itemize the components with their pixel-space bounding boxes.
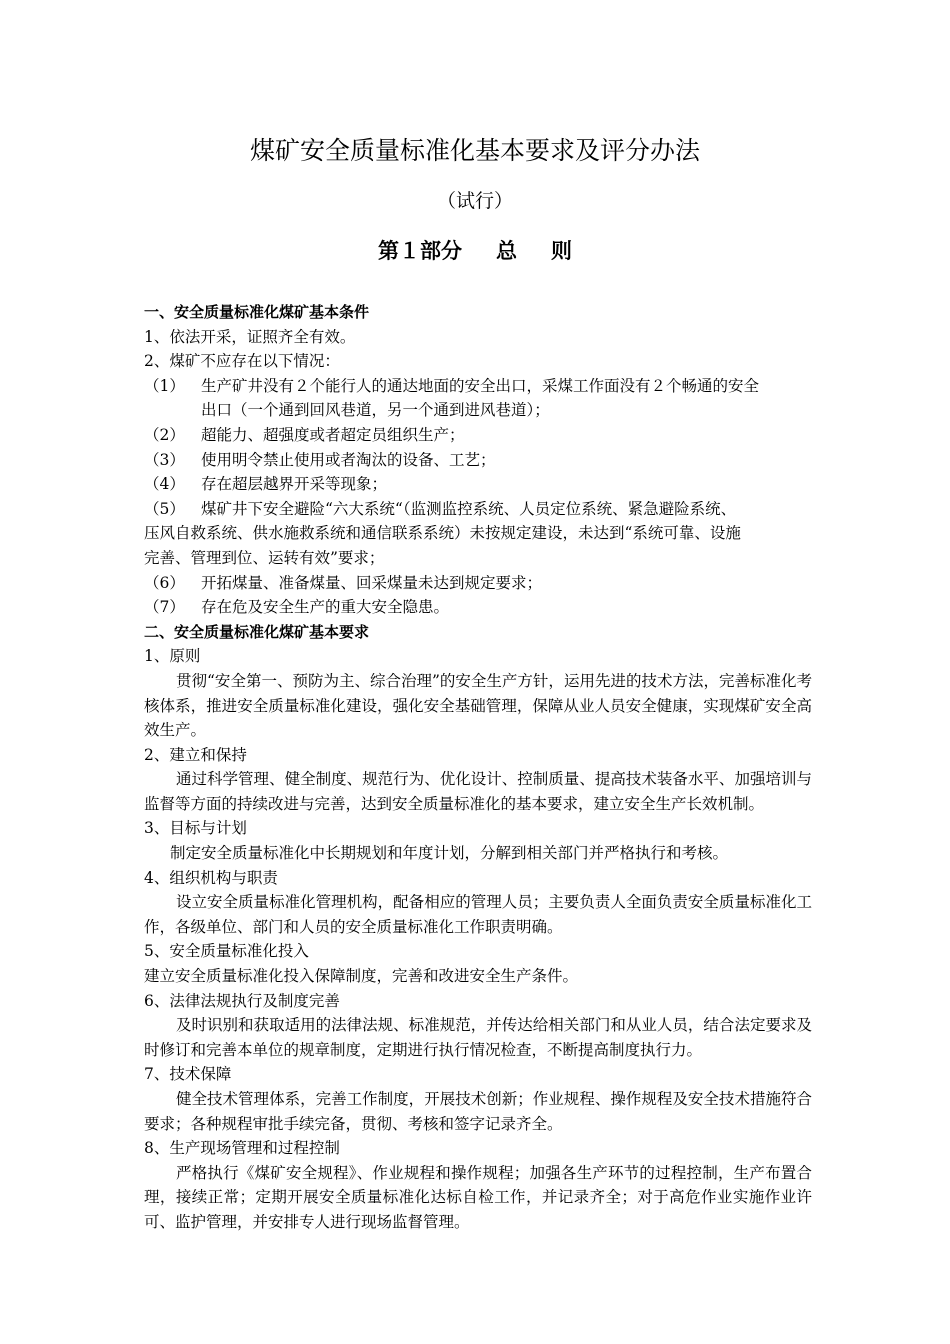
list-item <box>144 374 812 399</box>
requirement-text: 健全技术管理体系，完善工作制度，开展技术创新；作业规程、操作规程及安全技术措施符合要求；各种规程审批手续完备，贯彻、考核和签字记录齐全。 <box>144 1090 812 1133</box>
list-text: 超能力、超强度或者超定员组织生产； <box>201 425 465 444</box>
section-heading: 二、安全质量标准化煤矿基本要求 <box>144 622 370 641</box>
list-continuation: 压风自救系统、供水施救系统和通信联系系统）未按规定建设，未达到“系统可靠、设施 <box>144 524 741 543</box>
list-item <box>144 448 812 473</box>
list-text: 存在危及安全生产的重大安全隐患。 <box>201 598 450 617</box>
requirement-title: 6、法律法规执行及制度完善 <box>144 991 340 1010</box>
requirement-text: 贯彻“安全第一、预防为主、综合治理”的安全生产方针，运用先进的技术方法，完善标准化考核体系，推进安全质量标准化建设，强化安全基础管理，保障从业人员安全健康，实现煤矿安全高效生产。 <box>144 671 812 740</box>
requirement-title: 2、建立和保持 <box>144 745 247 764</box>
requirement-text: 及时识别和获取适用的法律法规、标准规范，并传达给相关部门和从业人员，结合法定要求及时修订和完善本单位的规章制度，定期进行执行情况检查，不断提高制度执行力。 <box>144 1016 812 1059</box>
requirement-title: 5、安全质量标准化投入 <box>144 942 309 961</box>
list-number: （6） <box>144 573 185 592</box>
document-subtitle: （试行） <box>436 190 513 212</box>
list-number: （1） <box>144 376 185 395</box>
requirement-title: 7、技术保障 <box>144 1065 232 1084</box>
list-item <box>144 595 812 620</box>
list-number: （4） <box>144 475 185 494</box>
list-text: 存在超层越界开采等现象； <box>201 475 388 494</box>
part-label: 第１部分 <box>378 239 462 263</box>
list-item <box>144 423 812 448</box>
list-number: （5） <box>144 499 185 518</box>
list-continuation: 完善、管理到位、运转有效”要求； <box>144 548 385 567</box>
part-word-2: 则 <box>551 239 572 263</box>
document-title: 煤矿安全质量标准化基本要求及评分办法 <box>249 136 700 165</box>
section-heading: 一、安全质量标准化煤矿基本条件 <box>144 303 370 321</box>
requirement-text: 通过科学管理、健全制度、规范行为、优化设计、控制质量、提高技术装备水平、加强培训与监督等方面的持续改进与完善，达到安全质量标准化的基本要求，建立安全生产长效机制。 <box>144 770 812 813</box>
requirement-title: 8、生产现场管理和过程控制 <box>144 1139 340 1158</box>
list-number: （7） <box>144 598 185 617</box>
requirement-text: 严格执行《煤矿安全规程》、作业规程和操作规程；加强各生产环节的过程控制，生产布置合理，接续正常；定期开展安全质量标准化达标自检工作，并记录齐全；对于高危作业实施作业许可、监护管理，并安排专人进行现场监督管理。 <box>144 1163 812 1231</box>
requirement-text: 设立安全质量标准化管理机构，配备相应的管理人员；主要负责人全面负责安全质量标准化工作，各级单位、部门和人员的安全质量标准化工作职责明确。 <box>144 893 812 936</box>
list-number: （2） <box>144 425 185 444</box>
paragraph: 2、煤矿不应存在以下情况： <box>144 352 340 371</box>
paragraph: 1、依法开采，证照齐全有效。 <box>144 327 356 346</box>
part-heading <box>0 236 950 266</box>
requirement-title: 4、组织机构与职责 <box>144 868 278 887</box>
list-text: 煤矿井下安全避险“六大系统“（监测监控系统、人员定位系统、紧急避险系统、 <box>201 499 737 518</box>
list-continuation: 出口（一个通到回风巷道，另一个通到进风巷道）； <box>201 401 550 420</box>
list-item <box>144 472 812 497</box>
list-item <box>144 497 812 522</box>
requirement-text: 建立安全质量标准化投入保障制度，完善和改进安全生产条件。 <box>144 967 579 986</box>
requirement-title: 3、目标与计划 <box>144 819 247 838</box>
list-text: 开拓煤量、准备煤量、回采煤量未达到规定要求； <box>201 573 543 592</box>
requirement-text: 制定安全质量标准化中长期规划和年度计划，分解到相关部门并严格执行和考核。 <box>170 844 729 863</box>
list-number: （3） <box>144 450 185 469</box>
list-text: 使用明令禁止使用或者淘汰的设备、工艺； <box>201 450 496 469</box>
document-body <box>144 300 812 1235</box>
part-word-1: 总 <box>496 239 517 263</box>
list-item <box>144 571 812 596</box>
list-text: 生产矿井没有２个能行人的通达地面的安全出口，采煤工作面没有２个畅通的安全 <box>201 376 760 395</box>
requirement-title: 1、原则 <box>144 647 201 666</box>
